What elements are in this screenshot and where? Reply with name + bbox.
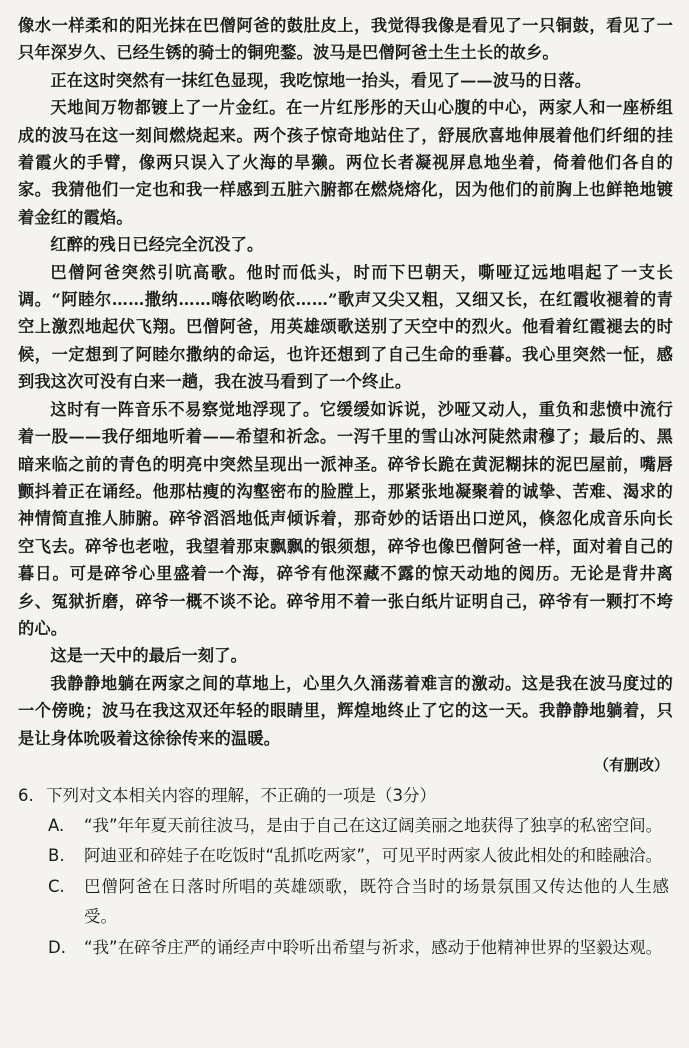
question-6 [18,781,673,964]
question-stem-text: 下列对文本相关内容的理解，不正确的一项是（3分） [46,785,436,805]
option-text: “我”在碎爷庄严的诵经声中聆听出希望与祈求，感动于他精神世界的坚毅达观。 [84,937,663,957]
source-note: （有删改） [593,755,669,774]
option-d [18,933,673,964]
passage-paragraph-4: 红醉的残日已经完全沉没了。 [50,235,264,255]
option-text: “我”年年夏天前往波马，是由于自己在这辽阔美丽之地获得了独享的私密空间。 [84,815,663,835]
passage-paragraph-5: 巴僧阿爸突然引吭高歌。他时而低头，时而下巴朝天，嘶哑辽远地唱起了一支长调。“阿睦尔……撒纳……嗨依哟哟依……”歌声又尖又粗，又细又长，在红霞收褪着的青空上激烈地起伏飞翔。巴僧阿爸，用英雄颂歌送别了天空中的烈火。他看着红霞褪去的时候，一定想到了阿睦尔撒纳的命运，也许还想到了自己生命的垂暮。我心里突然一怔，感到我这次可没有白来一趟，我在波马看到了一个终止。 [18,262,673,392]
reading-passage [18,12,673,752]
option-letter: C. [48,876,65,896]
option-letter: B. [48,846,65,866]
passage-paragraph-7: 这是一天中的最后一刻了。 [50,646,248,666]
option-a [18,811,673,842]
option-letter: A. [48,815,65,835]
passage-paragraph-1: 像水一样柔和的阳光抹在巴僧阿爸的鼓肚皮上，我觉得我像是看见了一只铜鼓，看见了一只年深岁久、已经生锈的骑士的铜兜鍪。波马是巴僧阿爸土生土长的故乡。 [18,16,673,63]
option-b [18,841,673,872]
option-text: 巴僧阿爸在日落时所唱的英雄颂歌，既符合当时的场景氛围又传达他的人生感受。 [84,876,669,927]
passage-paragraph-3: 天地间万物都镀上了一片金红。在一片红彤彤的天山心腹的中心，两家人和一座桥组成的波马在这一刻间燃烧起来。两个孩子惊奇地站住了，舒展欣喜地伸展着他们纤细的挂着霞火的手臂，像两只误入了火海的旱獭。两位长者凝视屏息地坐着，倚着他们各自的家。我猜他们一定也和我一样感到五脏六腑都在燃烧熔化，因为他们的前胸上也鲜艳地镀着金红的霞焰。 [18,98,673,227]
option-letter: D. [48,937,66,957]
passage-paragraph-2: 正在这时突然有一抹红色显现，我吃惊地一抬头，看见了——波马的日落。 [50,70,592,90]
option-c [18,872,673,933]
question-stem [18,781,673,811]
option-text: 阿迪亚和碎娃子在吃饭时“乱抓吃两家”，可见平时两家人彼此相处的和睦融洽。 [84,846,663,866]
question-number: 6. [18,785,34,805]
passage-paragraph-6: 这时有一阵音乐不易察觉地浮现了。它缓缓如诉说，沙哑又动人，重负和悲愤中流行着一股——我仔细地听着——希望和祈念。一泻千里的雪山冰河陡然肃穆了；最后的、黑暗来临之前的青色的明亮中突然呈现出一派神圣。碎爷长跪在黄泥糊抹的泥巴屋前，嘴唇颤抖着正在诵经。他那枯瘦的沟壑密布的脸膛上，那紧张地凝聚着的诚挚、苦难、渴求的神情简直推人肺腑。碎爷滔滔地低声倾诉着，那奇妙的话语出口逆风，倏忽化成音乐向长空飞去。碎爷也老啦，我望着那束飘飘的银须想，碎爷也像巴僧阿爸一样，面对着自己的暮日。可是碎爷心里盛着一个海，碎爷有他深藏不露的惊天动地的阅历。无论是背井离乡、冤狱折磨，碎爷一概不谈不论。碎爷用不着一张白纸片证明自己，碎爷有一颗打不垮的心。 [18,399,673,638]
passage-paragraph-8: 我静静地躺在两家之间的草地上，心里久久涌荡着难言的激动。这是我在波马度过的一个傍晚；波马在我这双还年轻的眼睛里，辉煌地终止了它的这一天。我静静地躺着，只是让身体吮吸着这徐徐传来的温暖。 [18,673,673,748]
